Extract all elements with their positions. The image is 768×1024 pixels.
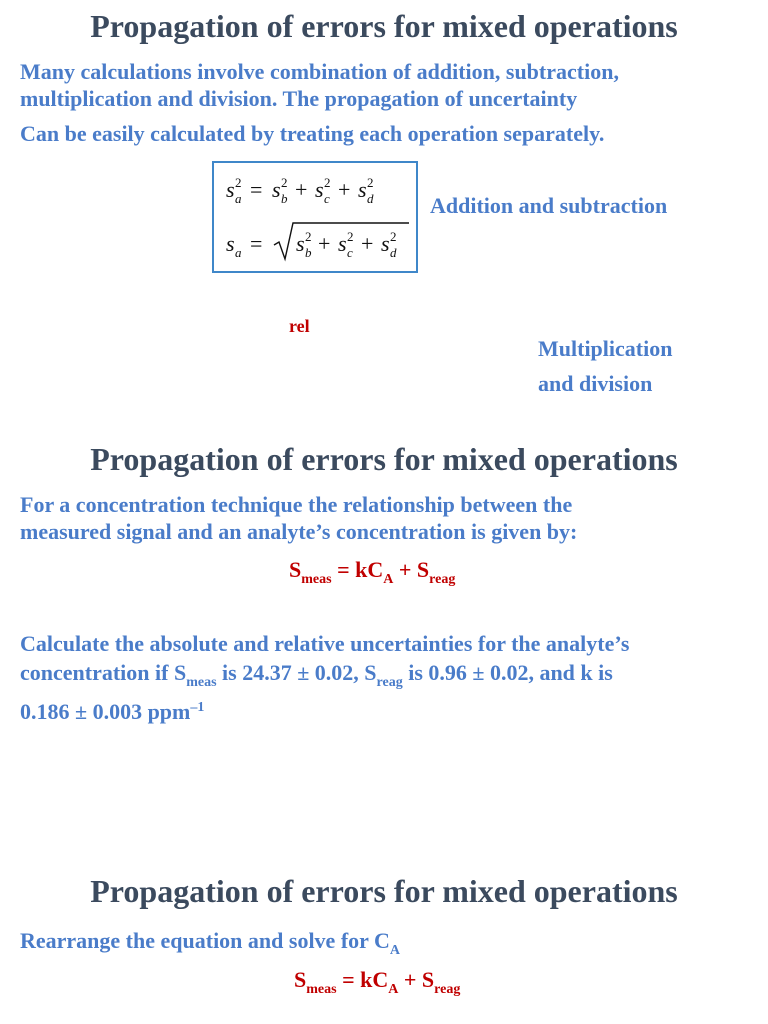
eq3-sub-meas: meas [306,982,337,997]
slide3-equation [294,966,460,1004]
slide3-line1-sub: A [389,943,401,958]
f1-sup-c: 2 [324,175,331,190]
f1-sup-b: 2 [281,175,288,190]
eq2-plus: + S [393,557,430,582]
formula-box [212,161,418,273]
f1-s-c: s [315,177,324,202]
q-sub-reag: reag [376,675,403,690]
q-part-c: is 0.96 ± 0.02, and k is [402,660,613,685]
eq2-sub-a: A [383,572,394,587]
f1-sub-c: c [324,191,330,206]
f1-plus2: + [338,177,351,202]
slide1-title: Propagation of errors for mixed operations [90,8,678,44]
eq2-s: S [289,557,302,582]
f1-sub-d: d [367,191,374,206]
eq3-eq-k: = kC [336,967,389,992]
rel-label: rel [289,316,310,336]
eq2-sub-meas: meas [301,572,332,587]
f2-eq: = [250,231,263,256]
f1-sub-b: b [281,191,288,206]
q-line3 [20,697,750,726]
f1-s-b: s [272,177,281,202]
eq2-eq-k: = kC [331,557,384,582]
f1-eq: = [250,177,263,202]
slide2-intro-line1: For a concentration technique the relationship between the [20,492,573,517]
eq3-sub-reag: reag [434,982,461,997]
f2-s-a: s [226,231,235,256]
f1-sup-a: 2 [235,175,242,190]
slide1-line3: Can be easily calculated by treating each operation separately. [20,121,605,146]
f1-sub-a: a [235,191,242,206]
q-line2 [20,658,750,697]
f2-plus1: + [318,231,331,256]
slide3-line1-text: Rearrange the equation and solve for C [20,928,390,953]
eq3-plus: + S [398,967,435,992]
slide2-equation [289,556,455,594]
slide1-line2: multiplication and division. The propagation of uncertainty [20,86,578,111]
f1-s-d: s [358,177,367,202]
mult-label-2: and division [538,371,653,396]
q-sub-meas: meas [186,675,217,690]
q-line3-text: 0.186 ± 0.003 ppm [20,699,191,724]
f1-plus1: + [295,177,308,202]
slide1-intro [20,58,750,147]
slide3-line1 [20,927,750,964]
f2-s-c: s [338,231,347,256]
f2-s-b: s [296,231,305,256]
f2-sup-b: 2 [305,229,312,244]
slide2-intro-line2: measured signal and an analyte’s concentration is given by: [20,519,578,544]
eq3-sub-a: A [388,982,399,997]
f1-sup-d: 2 [367,175,374,190]
f2-plus2: + [361,231,374,256]
mult-label-1: Multiplication [538,336,673,361]
eq3-s: S [294,967,307,992]
q-line1: Calculate the absolute and relative uncertainties for the analyte’s [20,631,630,656]
q-sup: –1 [190,700,205,715]
f2-sup-d: 2 [390,229,397,244]
f1-s-a: s [226,177,235,202]
slide3-title: Propagation of errors for mixed operations [90,873,678,909]
f2-sub-d: d [390,245,397,260]
slide2-title: Propagation of errors for mixed operations [90,441,678,477]
f2-sup-c: 2 [347,229,354,244]
f2-sub-c: c [347,245,353,260]
slide1-line1: Many calculations involve combination of addition, subtraction, [20,59,619,84]
f2-s-d: s [381,231,390,256]
slide2-intro [20,491,750,545]
q-part-a: concentration if S [20,660,187,685]
eq2-sub-reag: reag [429,572,456,587]
f2-sub-a: a [235,245,242,260]
q-part-b: is 24.37 ± 0.02, S [216,660,377,685]
addition-label: Addition and subtraction [430,193,668,218]
f2-sub-b: b [305,245,312,260]
slide2-question [20,629,750,726]
addition-formula [214,163,416,271]
